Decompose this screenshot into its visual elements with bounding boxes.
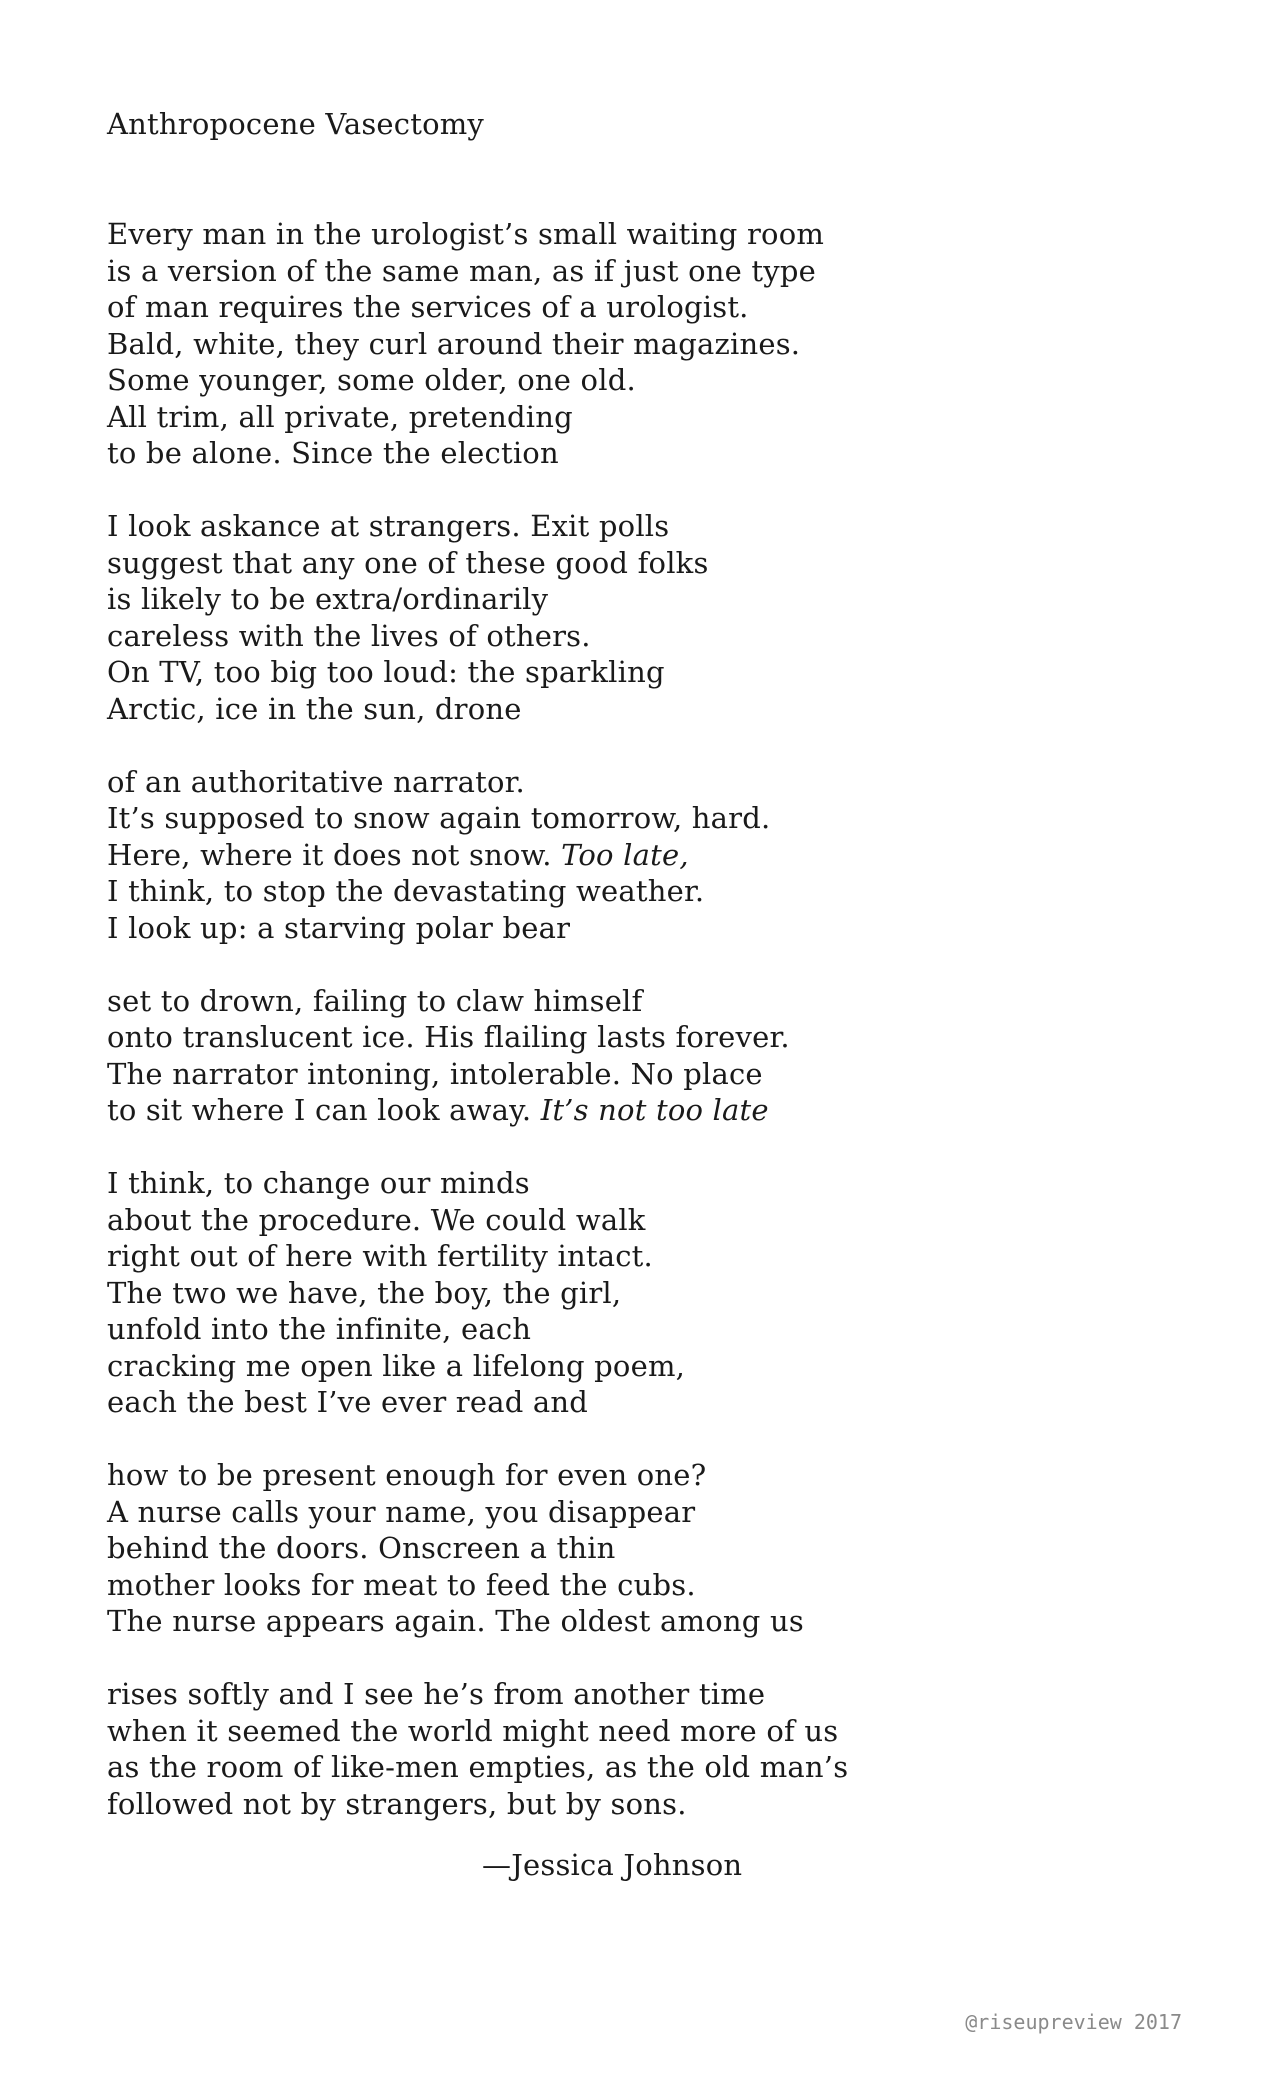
poem-line [107,253,1107,290]
poem-line-text: The narrator intoning, intolerable. No place [107,1056,763,1091]
poem-line-text: The nurse appears again. The oldest among us [107,1604,804,1638]
poem-title: Anthropocene Vasectomy [107,107,485,141]
poem-line [107,1749,1107,1786]
poem-line [107,581,1107,618]
poem-line [107,1567,1107,1604]
poem-line [107,837,1107,874]
poem-line-text: mother looks for meat to feed the cubs. [107,1567,696,1602]
poem-line [107,1019,1107,1056]
poem-line-text: of man requires the services of a urologist. [107,290,749,324]
poem-line [107,618,1107,655]
poem-line [107,654,1107,691]
poem-line-text: Bald, white, they curl around their magazines. [107,326,801,361]
poem-line-text: right out of here with fertility intact. [107,1239,653,1273]
poem-line-text: is likely to be extra/ordinarily [107,582,549,616]
stanza [107,1457,1107,1640]
poem-line-text: Arctic, ice in the sun, drone [107,691,522,726]
poem-line [107,1092,1107,1129]
poem-line [107,1494,1107,1531]
poem-line-text: careless with the lives of others. [107,618,591,653]
stanza [107,764,1107,947]
stanza [107,983,1107,1129]
poem-line [107,508,1107,545]
poem-line-text: It’s supposed to snow again tomorrow, hard. [107,801,771,835]
poem-body [107,216,1107,1859]
poem-line-text: about the procedure. We could walk [107,1202,646,1237]
poem-line [107,289,1107,326]
poem-line-text: as the room of like-men empties, as the old man’s [107,1750,849,1784]
poem-line-text: followed not by strangers, but by sons. [107,1786,687,1821]
poem-line-text: Here, where it does not snow. [107,837,562,872]
poem-line-text: On TV, too big too loud: the sparkling [107,655,665,689]
poem-line-text: unfold into the infinite, each [107,1312,532,1346]
poem-line [107,1384,1107,1421]
poem-line-text: rises softly and I see he’s from another time [107,1677,766,1711]
poem-line [107,1238,1107,1275]
poem-line-text: to be alone. Since the election [107,436,559,470]
poem-line-text: when it seemed the world might need more of us [107,1713,839,1748]
poem-line-text: set to drown, failing to claw himself [107,983,643,1018]
poem-line-text: I look up: a starving polar bear [107,910,571,945]
poem-line-text: is a version of the same man, as if just one type [107,253,817,288]
stanza [107,1165,1107,1421]
poem-line-text: cracking me open like a lifelong poem, [107,1348,686,1383]
poem-line-text: All trim, all private, pretending [107,399,573,434]
poem-line-text: I think, to change our minds [107,1166,530,1200]
poem-line-text: Some younger, some older, one old. [107,363,636,397]
poem-line-text: I think, to stop the devastating weather. [107,874,705,908]
poem-line [107,1311,1107,1348]
poem-line-text: suggest that any one of these good folks [107,545,709,580]
poem-line [107,800,1107,837]
poem-line [107,435,1107,472]
stanza [107,1676,1107,1822]
poem-line-italic: It’s not too late [540,1093,769,1127]
poem-line [107,1676,1107,1713]
poem-line [107,326,1107,363]
poem-line-text: behind the doors. Onscreen a thin [107,1531,616,1565]
poem-line-text: each the best I’ve ever read and [107,1385,589,1419]
poem-line-italic: Too late, [561,837,689,872]
poem-line-text: The two we have, the boy, the girl, [107,1275,622,1310]
poem-line [107,1713,1107,1750]
poem-line [107,362,1107,399]
poem-line [107,1056,1107,1093]
poem-line-text: A nurse calls your name, you disappear [107,1494,696,1529]
poem-line [107,545,1107,582]
author-attribution: —Jessica Johnson [482,1848,743,1882]
poem-line [107,1348,1107,1385]
copyright-footer: @riseupreview 2017 [965,2010,1182,2034]
poem-line [107,691,1107,728]
poem-line [107,1165,1107,1202]
poem-line-text: how to be present enough for even one? [107,1458,707,1492]
poem-line [107,983,1107,1020]
poem-line [107,1786,1107,1823]
poem-line-text: Every man in the urologist’s small waiting room [107,217,825,251]
poem-line [107,1202,1107,1239]
poem-line-text: to sit where I can look away. [107,1093,541,1127]
poem-line [107,764,1107,801]
stanza [107,508,1107,727]
poem-line-text: of an authoritative narrator. [107,764,525,799]
poem-line [107,873,1107,910]
poem-line [107,1457,1107,1494]
poem-line-text: onto translucent ice. His flailing lasts forever. [107,1020,790,1054]
poem-line [107,910,1107,947]
poem-line [107,216,1107,253]
poem-line [107,1530,1107,1567]
stanza [107,216,1107,472]
poem-line-text: I look askance at strangers. Exit polls [107,509,670,543]
poem-line [107,399,1107,436]
poem-line [107,1603,1107,1640]
poem-line [107,1275,1107,1312]
